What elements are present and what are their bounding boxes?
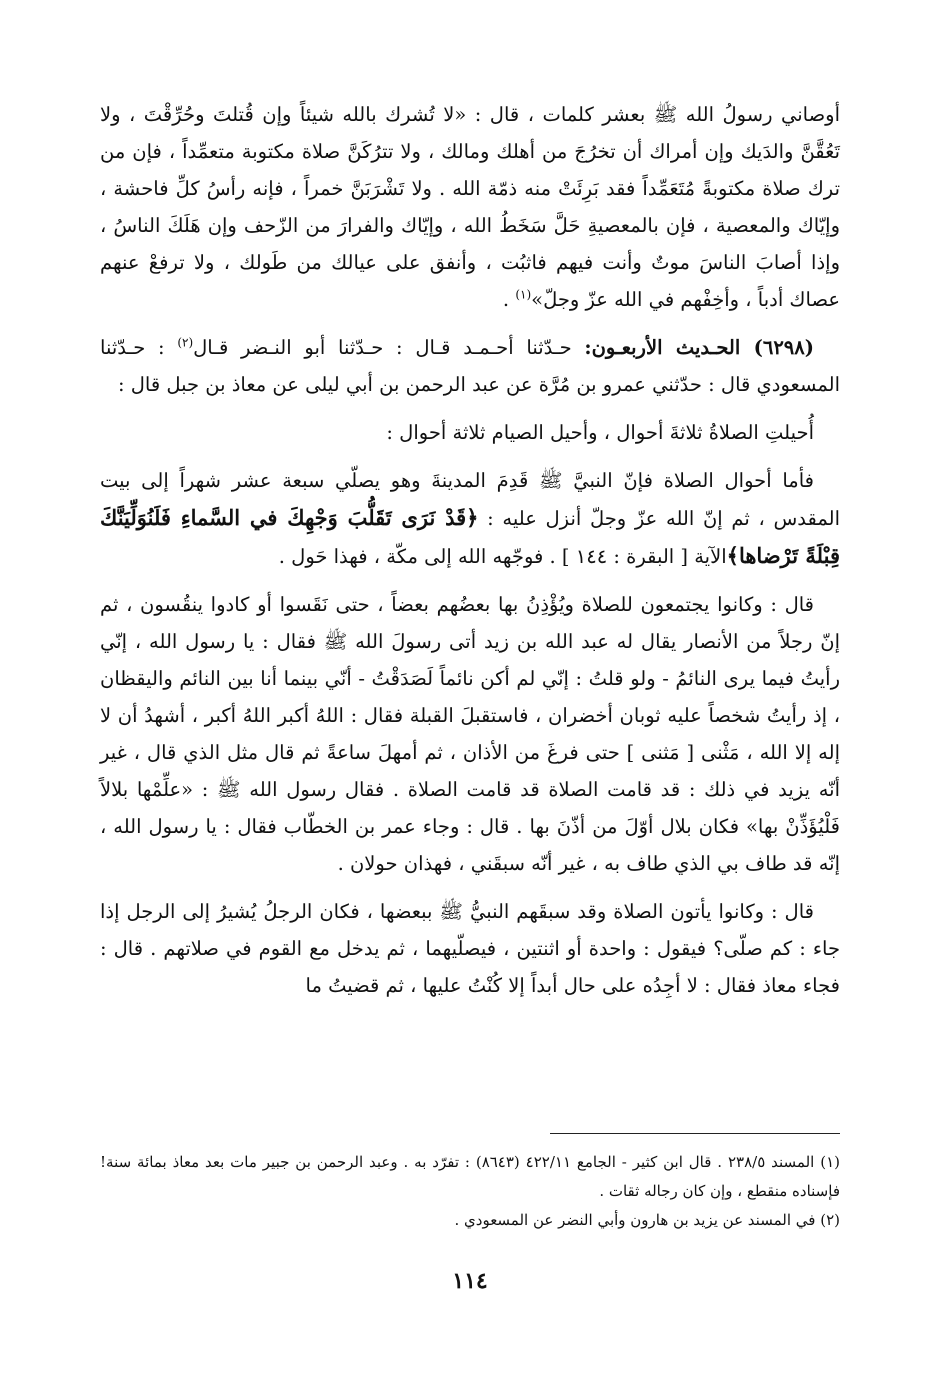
footnote-ref-2: (٢) [177,335,194,350]
paragraph-2-text-a: حـدّثنا أحـمـد قـال : حـدّثنا أبو النـضر قـال [193,336,585,359]
paragraph-3: أُحيلتِ الصلاةُ ثلاثةَ أحوال ، وأحيل الصيام ثلاثة أحوال : [386,421,814,444]
footnote-2: (٢) في المسند عن يزيد بن هارون وأبي النضر عن المسعودي . [454,1211,840,1229]
paragraph-1 [100,96,840,318]
paragraph-2-text-b: : حـدّثنا المسعودي قال : حدّثني عمرو بن مُرَّة عن عبد الرحمن بن أبي ليلى عن معاذ بن جبل قال : [100,336,840,396]
paragraph-1-end: . [502,288,516,311]
footnotes [100,1148,840,1235]
paragraph-4 [100,462,840,575]
paragraph-5: قال : وكانوا يجتمعون للصلاة ويُؤْذِنُ بها بعضُهم بعضاً ، حتى نَقَسوا أو كادوا ينقُسون ، ثم إنّ رجلاً من الأنصار يقال له عبد الله بن زيد أتى رسولَ الله ﷺ فقال : يا رسول الله ، إنّي رأيتُ فيما يرى النائمُ - ولو قلتُ : إنّي لم أكن نائماً لَصَدَقْتُ - أنّي بينما أنا بين النائم واليقظان ، إذ رأيتُ شخصاً عليه ثوبان أخضران ، فاستقبلَ القبلة فقال : اللهُ أكبر اللهُ أكبر ، أشهدُ أن لا إله إلا الله ، مَثْنى [ مَثنى ] حتى فرغَ من الأذان ، ثم أمهلَ ساعةً ثم قال مثل الذي قال ، غير أنّه يزيد في ذلك : قد قامت الصلاة قد قامت الصلاة . فقال رسول الله ﷺ : «علِّمْها بلالاً فَلْيُؤَذِّنْ بها» فكان بلال أوّلَ من أذّنَ بها . قال : وجاء عمر بن الخطّاب فقال : يا رسول الله ، إنّه قد طاف بي الذي طاف به ، غير أنّه سبقَني ، فهذان حولان . [100,593,840,875]
main-text [100,96,840,1015]
quran-verse: ﴿قَدْ نَرَى تَقَلُّبَ وَجْهِكَ في السَّماءِ فَلَنُوَلِّيَنَّكَ قِبْلَةً تَرْضاها﴾ [100,505,840,568]
paragraph-2 [100,329,840,403]
paragraph-4-text-b: الآية [ البقرة : ١٤٤ ] . فوجّهه الله إلى مكّة ، فهذا حَول . [278,545,727,568]
footnote-ref-1: (١) [515,287,532,302]
footnote-1: (١) المسند ٢٣٨/٥ . قال ابن كثير - الجامع ٤٢٢/١١ (٨٦٤٣) : تفرّد به . وعبد الرحمن بن جبير مات بعد معاذ بمائة سنة! فإسناده منقطع ، وإن كان رجاله ثقات . [100,1153,840,1200]
hadith-title: (٦٢٩٨) الحـديث الأربعـون: [584,336,814,359]
paragraph-6: قال : وكانوا يأتون الصلاة وقد سبقَهم النبيُّ ﷺ ببعضها ، فكان الرجلُ يُشيرُ إلى الرجل إذا جاء : كم صلّى؟ فيقول : واحدة أو اثنتين ، فيصلّيهما ، ثم يدخل مع القوم في صلاتهم . قال : فجاء معاذ فقال : لا أجِدُه على حال أبداً إلا كُنْتُ عليها ، ثم قضيتُ ما [100,900,840,997]
footnote-separator [550,1133,840,1134]
paragraph-4-text-a: فأما أحوال الصلاة فإنّ النبيَّ ﷺ قَدِمَ المدينةَ وهو يصلّي سبعة عشر شهراً إلى بيت المقدس ، ثم إنّ الله عزّ وجلّ أنزل عليه : [100,469,840,530]
paragraph-1-text: أوصاني رسولُ الله ﷺ بعشر كلمات ، قال : «لا تُشرك بالله شيئاً وإن قُتلتَ وحُرِّقْتَ ، ولا تَعُقَّنَّ والدَيك وإن أمراك أن تخرُجَ من أهلك ومالك ، ولا تترُكَنَّ صلاة مكتوبة متعمِّداً ، فإن من ترك صلاة مكتوبةً مُتَعَمِّداً فقد بَرِئَتْ منه ذمّة الله . ولا تَشْرَبَنَّ خمراً ، فإنه رأسُ كلِّ فاحشة ، وإيّاك والمعصية ، فإن بالمعصيةِ حَلَّ سَخَطُ الله ، وإيّاك والفرارَ من الزّحف وإن هَلَكَ الناسُ ، وإذا أصابَ الناسَ موتٌ وأنت فيهم فاثبُت ، وأنفق على عيالك من طَولك ، ولا ترفعْ عنهم عصاك أدباً ، وأخِفْهم في الله عزّ وجلّ» [100,103,840,311]
page-number: ١١٤ [452,1268,488,1294]
